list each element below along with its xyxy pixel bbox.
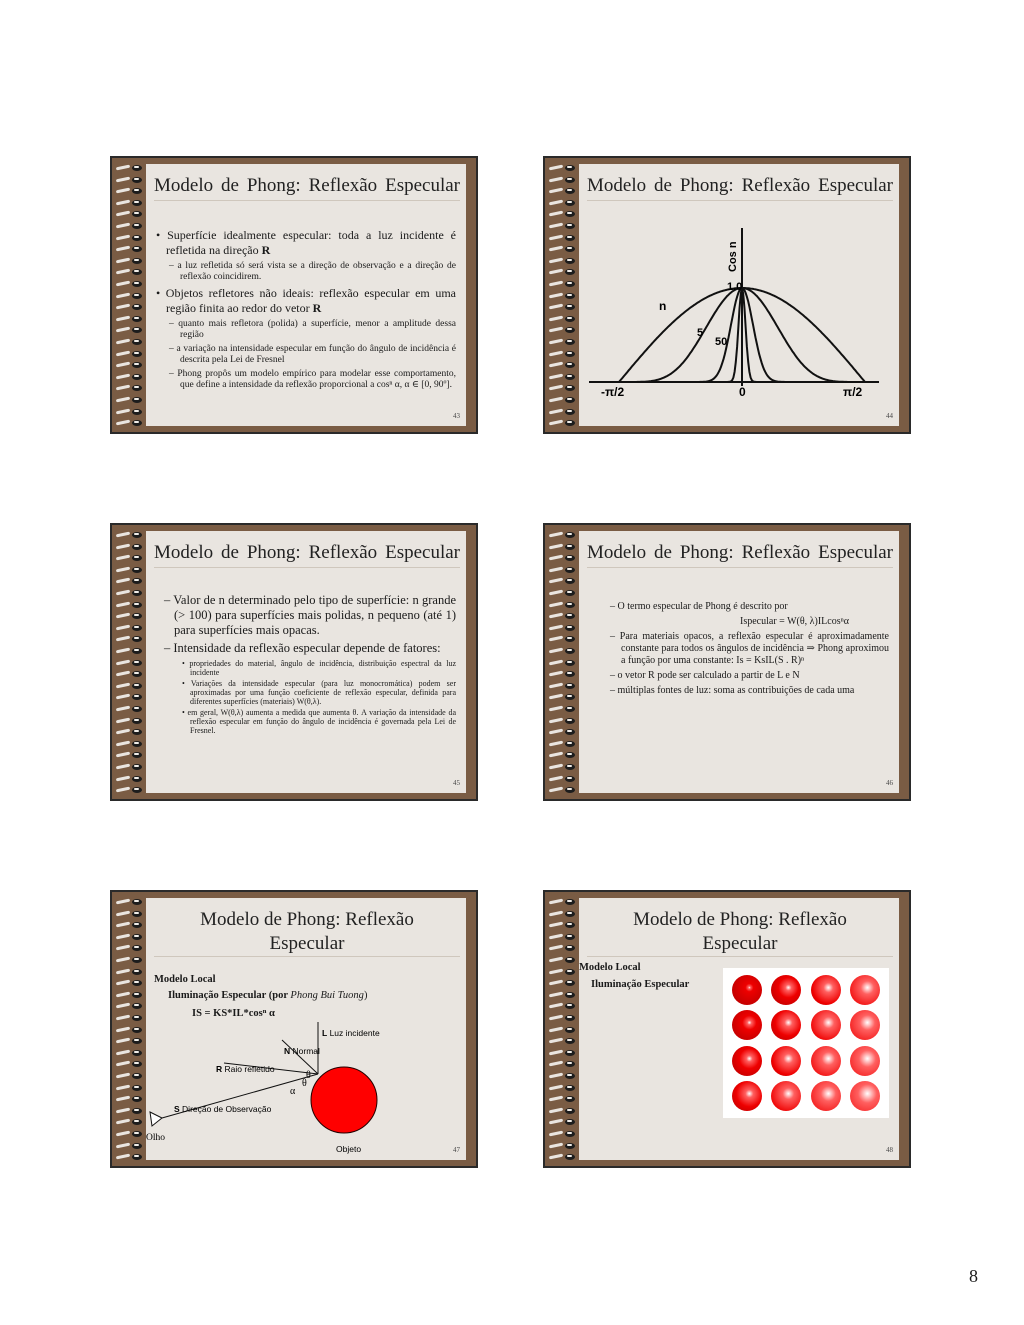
slide-content — [579, 531, 899, 793]
binding-coil — [116, 1153, 144, 1162]
binding-coil — [116, 910, 144, 919]
binding-coil — [549, 554, 577, 563]
binding-coil — [549, 280, 577, 289]
binding-coil — [116, 1049, 144, 1058]
binding-coil — [116, 624, 144, 633]
binding-coil — [549, 1153, 577, 1162]
binding-coil — [549, 775, 577, 784]
binding-coil — [549, 612, 577, 621]
binding-coil — [116, 682, 144, 691]
slide-title: Modelo de Phong: Reflexão Especular — [154, 908, 460, 957]
shaded-sphere — [850, 1081, 880, 1111]
binding-coil — [549, 786, 577, 795]
binding-coil — [549, 1095, 577, 1104]
binding-coil — [549, 956, 577, 965]
binding-coil — [549, 1084, 577, 1093]
shaded-sphere — [811, 1046, 841, 1076]
shaded-sphere — [850, 1046, 880, 1076]
formula: IS = KS*IL*cosⁿ α — [192, 1008, 275, 1019]
shaded-sphere — [811, 975, 841, 1005]
binding-coil — [549, 396, 577, 405]
binding-coil — [549, 659, 577, 668]
binding-coil — [549, 898, 577, 907]
formula: Ispecular = W(θ, λ)ILcosⁿα — [740, 616, 849, 627]
binding-coil — [549, 910, 577, 919]
binding-coil — [116, 1142, 144, 1151]
slide-body — [154, 593, 456, 737]
spiral-binding — [545, 525, 579, 799]
binding-coil — [116, 199, 144, 208]
binding-coil — [549, 968, 577, 977]
binding-coil — [549, 303, 577, 312]
binding-coil — [116, 1072, 144, 1081]
slide-title: Modelo de Phong: Reflexão Especular — [587, 174, 893, 201]
binding-coil — [116, 303, 144, 312]
spiral-binding — [112, 158, 146, 432]
binding-coil — [549, 326, 577, 335]
slide-number: 43 — [453, 412, 460, 420]
binding-coil — [116, 268, 144, 277]
binding-coil — [549, 1118, 577, 1127]
modelo-local-label: Modelo Local — [579, 962, 641, 973]
binding-coil — [116, 933, 144, 942]
slide-44 — [543, 156, 911, 434]
binding-coil — [549, 384, 577, 393]
page-number: 8 — [969, 1266, 978, 1286]
binding-coil — [549, 601, 577, 610]
binding-coil — [116, 554, 144, 563]
binding-coil — [116, 612, 144, 621]
bullet: – o vetor R pode ser calculado a partir de L e N — [610, 670, 800, 681]
bullet: – Valor de n determinado pelo tipo de superfície: n grande (> 100) para superfícies mais polidas, n pequeno (até 1) para superfícies mais opacas. — [164, 593, 456, 637]
binding-coil — [549, 921, 577, 930]
modelo-local-label: Modelo Local — [154, 974, 216, 985]
binding-coil — [549, 176, 577, 185]
binding-coil — [116, 944, 144, 953]
cosine-graph — [579, 228, 903, 428]
binding-coil — [549, 635, 577, 644]
binding-coil — [116, 786, 144, 795]
svg-text:L Luz incidente: L Luz incidente — [322, 1028, 380, 1038]
bullet: – Para materiais opacos, a reflexão especular é aproximadamente constante para todos os ângulos de incidência ⇒ Phong aproximou a função por uma constante: Is = KsIL(S . R)ⁿ — [610, 631, 889, 666]
binding-coil — [549, 991, 577, 1000]
binding-coil — [549, 1130, 577, 1139]
binding-coil — [549, 234, 577, 243]
slide-number: 47 — [453, 1146, 460, 1154]
binding-coil — [549, 1037, 577, 1046]
slide-43 — [110, 156, 478, 434]
binding-coil — [116, 921, 144, 930]
binding-coil — [549, 361, 577, 370]
binding-coil — [549, 728, 577, 737]
binding-coil — [116, 763, 144, 772]
binding-coil — [116, 315, 144, 324]
binding-coil — [549, 543, 577, 552]
binding-coil — [549, 566, 577, 575]
shaded-sphere — [732, 1046, 762, 1076]
bullet: – Intensidade da reflexão especular depende de fatores: — [164, 641, 441, 655]
binding-coil — [116, 1118, 144, 1127]
binding-coil — [116, 543, 144, 552]
slide-content — [146, 531, 466, 793]
bullet: • Objetos refletores não ideais: reflexão especular em uma região finita ao redor do vetor R — [156, 286, 456, 315]
binding-coil — [116, 968, 144, 977]
shaded-sphere — [732, 1010, 762, 1040]
sub-bullet: – quanto mais refletora (polida) a superfície, menor a amplitude dessa região — [169, 319, 456, 340]
binding-coil — [116, 245, 144, 254]
shaded-sphere — [811, 1081, 841, 1111]
binding-coil — [549, 222, 577, 231]
binding-coil — [549, 717, 577, 726]
sub-bullet: – a luz refletida só será vista se a direção de observação e a direção de reflexão coincidirem. — [169, 261, 456, 282]
binding-coil — [549, 210, 577, 219]
slide-45 — [110, 523, 478, 801]
binding-coil — [116, 350, 144, 359]
sub-bullet: • Variações da intensidade especular (para luz monocromática) podem ser aproximadas por uma função coeficiente de reflexão especular, definida para diferentes superfícies (materiais) W(θ,λ). — [182, 679, 456, 706]
sub-bullet: – a variação na intensidade especular em função do ângulo de incidência é descrita pela Lei de Fresnel — [169, 344, 456, 365]
shaded-sphere — [732, 1081, 762, 1111]
theta-label: θ — [306, 1070, 311, 1081]
binding-coil — [116, 979, 144, 988]
binding-coil — [549, 187, 577, 196]
binding-coil — [116, 717, 144, 726]
svg-text:R Raio refletido: R Raio refletido — [216, 1064, 275, 1074]
slide-number: 48 — [886, 1146, 893, 1154]
binding-coil — [549, 670, 577, 679]
binding-coil — [116, 373, 144, 382]
binding-coil — [116, 1060, 144, 1069]
binding-coil — [549, 944, 577, 953]
binding-coil — [549, 292, 577, 301]
bullet: • Superfície idealmente especular: toda a luz incidente é refletida na direção R — [156, 228, 456, 257]
binding-coil — [116, 751, 144, 760]
reflection-diagram — [146, 1014, 470, 1164]
binding-coil — [116, 577, 144, 586]
slide-47 — [110, 890, 478, 1168]
binding-coil — [549, 647, 577, 656]
label-zero: 0 — [739, 385, 746, 399]
binding-coil — [116, 693, 144, 702]
binding-coil — [549, 682, 577, 691]
svg-text:S Direção de Observação: S Direção de Observação — [174, 1104, 272, 1114]
slide-body — [154, 228, 456, 394]
binding-coil — [116, 361, 144, 370]
binding-coil — [116, 589, 144, 598]
binding-coil — [116, 740, 144, 749]
spiral-binding — [112, 525, 146, 799]
binding-coil — [116, 176, 144, 185]
slide-title: Modelo de Phong: Reflexão Especular — [587, 908, 893, 957]
binding-coil — [549, 257, 577, 266]
slide-number: 44 — [886, 412, 893, 420]
alpha-label: α — [290, 1086, 296, 1097]
binding-coil — [116, 647, 144, 656]
shaded-sphere — [771, 975, 801, 1005]
binding-coil — [116, 164, 144, 173]
label-n: n — [659, 299, 667, 313]
olho-label: Olho — [146, 1133, 165, 1143]
slide-48 — [543, 890, 911, 1168]
binding-coil — [116, 956, 144, 965]
svg-text:N Normal: N Normal — [284, 1046, 320, 1056]
objeto-label: Objeto — [336, 1144, 362, 1154]
label-cosn: Cos n — [727, 241, 739, 272]
binding-coil — [116, 775, 144, 784]
binding-coil — [116, 601, 144, 610]
binding-coil — [549, 763, 577, 772]
binding-coil — [549, 1072, 577, 1081]
binding-coil — [116, 187, 144, 196]
binding-coil — [116, 408, 144, 417]
binding-coil — [549, 933, 577, 942]
binding-coil — [116, 566, 144, 575]
slide-content — [579, 164, 899, 426]
binding-coil — [116, 1107, 144, 1116]
binding-coil — [549, 531, 577, 540]
binding-coil — [116, 705, 144, 714]
spiral-binding — [112, 892, 146, 1166]
binding-coil — [116, 1084, 144, 1093]
slide-content — [146, 898, 466, 1160]
binding-coil — [116, 1014, 144, 1023]
binding-coil — [116, 222, 144, 231]
slide-body — [595, 601, 889, 700]
binding-coil — [549, 624, 577, 633]
binding-coil — [549, 1107, 577, 1116]
shaded-sphere — [811, 1010, 841, 1040]
binding-coil — [549, 589, 577, 598]
slide-46 — [543, 523, 911, 801]
binding-coil — [549, 408, 577, 417]
binding-coil — [549, 705, 577, 714]
binding-coil — [116, 531, 144, 540]
binding-coil — [549, 979, 577, 988]
sub-bullet: • em geral, W(θ,λ) aumenta a medida que aumenta θ. A variação da intensidade da reflexão especular em função do ângulo de incidência é governada pela Lei de Fresnel. — [182, 708, 456, 735]
slide-title: Modelo de Phong: Reflexão Especular — [154, 541, 460, 568]
bullet: – múltiplas fontes de luz: soma as contribuições de cada uma — [610, 685, 855, 696]
binding-coil — [116, 210, 144, 219]
binding-coil — [116, 419, 144, 428]
binding-coil — [116, 338, 144, 347]
binding-coil — [549, 419, 577, 428]
label-minus-pi-2: -π/2 — [601, 385, 625, 399]
spiral-binding — [545, 158, 579, 432]
slide-number: 46 — [886, 779, 893, 787]
binding-coil — [116, 635, 144, 644]
binding-coil — [116, 659, 144, 668]
binding-coil — [549, 1049, 577, 1058]
slide-number: 45 — [453, 779, 460, 787]
label-1-0: 1.0 — [727, 281, 743, 293]
binding-coil — [116, 384, 144, 393]
binding-coil — [549, 315, 577, 324]
binding-coil — [116, 991, 144, 1000]
binding-coil — [116, 396, 144, 405]
binding-coil — [116, 234, 144, 243]
shaded-sphere — [732, 975, 762, 1005]
binding-coil — [116, 326, 144, 335]
bullet: – O termo especular de Phong é descrito por — [610, 601, 788, 612]
binding-coil — [549, 693, 577, 702]
binding-coil — [549, 338, 577, 347]
binding-coil — [549, 268, 577, 277]
shaded-sphere — [771, 1081, 801, 1111]
sub-bullet: • propriedades do material, ângulo de incidência, distribuição espectral da luz incidente — [182, 659, 456, 677]
label-50: 50 — [715, 336, 728, 348]
iluminacao-label: Iluminação Especular — [591, 979, 690, 990]
binding-coil — [549, 245, 577, 254]
binding-coil — [116, 728, 144, 737]
binding-coil — [116, 898, 144, 907]
binding-coil — [549, 577, 577, 586]
slide-content — [579, 898, 899, 1160]
sphere-grid — [723, 968, 889, 1118]
slide-content — [146, 164, 466, 426]
binding-coil — [549, 1060, 577, 1069]
binding-coil — [549, 1002, 577, 1011]
binding-coil — [116, 292, 144, 301]
binding-coil — [549, 350, 577, 359]
binding-coil — [116, 1095, 144, 1104]
binding-coil — [116, 1037, 144, 1046]
binding-coil — [549, 199, 577, 208]
binding-coil — [116, 1026, 144, 1035]
binding-coil — [116, 1130, 144, 1139]
binding-coil — [549, 164, 577, 173]
spiral-binding — [545, 892, 579, 1166]
iluminacao-label: Iluminação Especular (por Phong Bui Tuong) — [168, 990, 368, 1001]
binding-coil — [116, 1002, 144, 1011]
sub-bullet: – Phong propôs um modelo empírico para modelar esse comportamento, que define a intensidade da reflexão proporcional a cosⁿ α, α ∈ [0, 90º]. — [169, 369, 456, 390]
slide-title: Modelo de Phong: Reflexão Especular — [587, 541, 893, 568]
theta-label: θ — [302, 1078, 307, 1089]
shaded-sphere — [850, 975, 880, 1005]
binding-coil — [549, 740, 577, 749]
shaded-sphere — [850, 1010, 880, 1040]
shaded-sphere — [771, 1010, 801, 1040]
binding-coil — [549, 1014, 577, 1023]
binding-coil — [549, 373, 577, 382]
slide-title: Modelo de Phong: Reflexão Especular — [154, 174, 460, 201]
binding-coil — [116, 670, 144, 679]
label-5: 5 — [697, 327, 704, 339]
binding-coil — [116, 257, 144, 266]
label-pi-2: π/2 — [843, 385, 863, 399]
binding-coil — [549, 751, 577, 760]
binding-coil — [549, 1026, 577, 1035]
object-sphere — [311, 1067, 377, 1133]
binding-coil — [549, 1142, 577, 1151]
binding-coil — [116, 280, 144, 289]
shaded-sphere — [771, 1046, 801, 1076]
eye-icon — [150, 1112, 162, 1126]
